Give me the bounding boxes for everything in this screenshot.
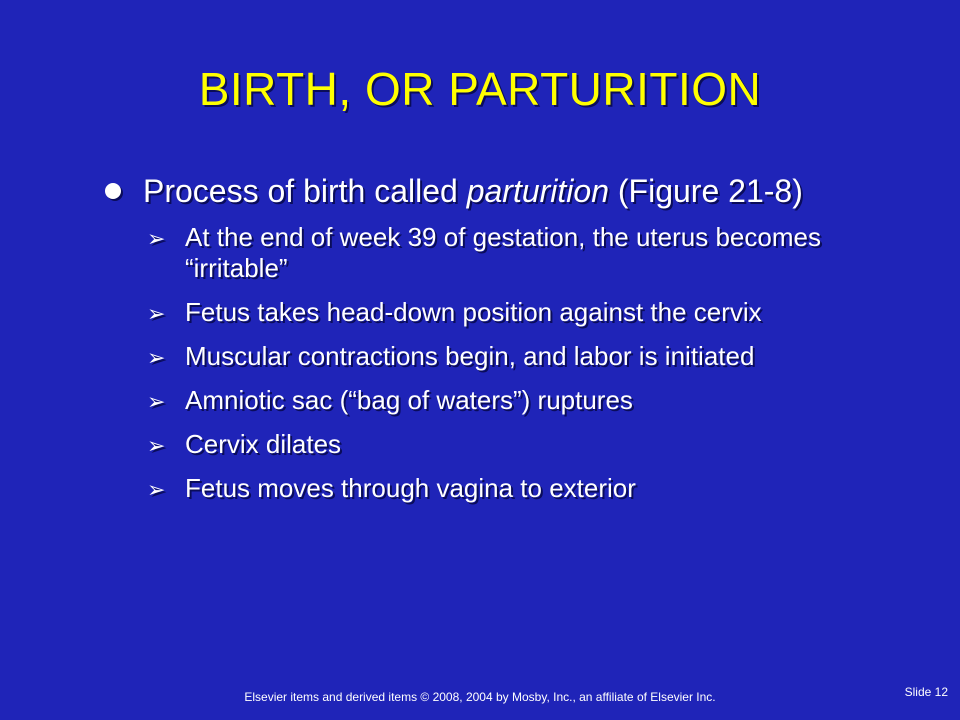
sub-bullet-item — [147, 341, 863, 372]
slide-number: Slide 12 — [904, 685, 948, 699]
sub-bullet-item — [147, 429, 863, 460]
slide-title: BIRTH, OR PARTURITION — [198, 63, 762, 115]
arrowhead-icon: ➢ — [147, 477, 166, 502]
arrowhead-icon: ➢ — [147, 433, 166, 458]
main-bullet-text-italic: parturition — [466, 173, 609, 209]
arrowhead-icon: ➢ — [147, 301, 166, 326]
sub-bullet-text: Fetus takes head-down position against the cervix — [185, 297, 762, 327]
sub-bullet-text: Amniotic sac (“bag of waters”) ruptures — [185, 385, 633, 415]
sub-bullet-item — [147, 473, 863, 504]
sub-bullet-text: Cervix dilates — [185, 429, 342, 459]
main-bullet-item — [103, 172, 863, 210]
sub-bullet-item — [147, 222, 863, 284]
filled-circle-icon — [105, 183, 121, 199]
slide-content — [103, 172, 863, 517]
arrowhead-icon: ➢ — [147, 345, 166, 370]
copyright-footer: Elsevier items and derived items © 2008, 2004 by Mosby, Inc., an affiliate of Elsevier Inc. — [244, 690, 716, 704]
main-bullet-text-before: Process of birth called — [143, 173, 467, 209]
sub-bullet-item — [147, 385, 863, 416]
main-bullet-text-after: (Figure 21-8) — [609, 173, 803, 209]
sub-bullet-text: At the end of week 39 of gestation, the uterus becomes “irritable” — [185, 222, 821, 283]
sub-bullet-text: Fetus moves through vagina to exterior — [185, 473, 636, 503]
sub-bullet-list — [147, 222, 863, 504]
arrowhead-icon: ➢ — [147, 389, 166, 414]
sub-bullet-item — [147, 297, 863, 328]
arrowhead-icon: ➢ — [147, 226, 166, 251]
sub-bullet-text: Muscular contractions begin, and labor is initiated — [185, 341, 755, 371]
